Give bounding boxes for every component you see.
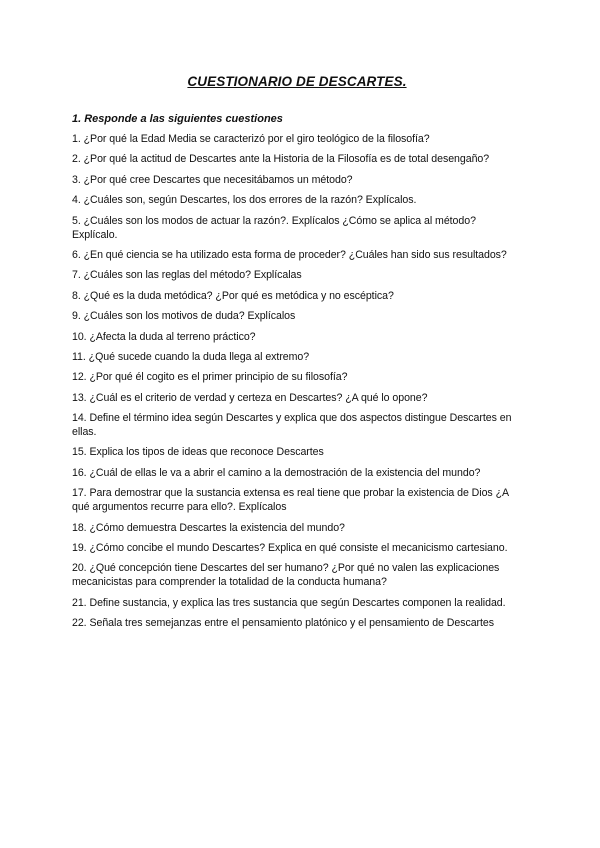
question-item: 1. ¿Por qué la Edad Media se caracterizó por el giro teológico de la filosofía? xyxy=(72,133,430,145)
document-title: CUESTIONARIO DE DESCARTES. xyxy=(187,74,407,89)
question-item: 17. Para demostrar que la sustancia extensa es real tiene que probar la existencia de Dios ¿A qué argumentos recurre para ello?. Explícalos xyxy=(72,487,509,514)
document-page xyxy=(72,74,522,637)
question-item: 6. ¿En qué ciencia se ha utilizado esta forma de proceder? ¿Cuáles han sido sus resultados? xyxy=(72,248,507,261)
question-item: 10. ¿Afecta la duda al terreno práctico? xyxy=(72,330,256,343)
question-item: 11. ¿Qué sucede cuando la duda llega al extremo? xyxy=(72,350,310,363)
question-item: 7. ¿Cuáles son las reglas del método? Explícalas xyxy=(72,269,302,282)
question-item: 9. ¿Cuáles son los motivos de duda? Explícalos xyxy=(72,310,296,323)
question-item: 13. ¿Cuál es el criterio de verdad y certeza en Descartes? ¿A qué lo opone? xyxy=(72,391,428,404)
question-item: 8. ¿Qué es la duda metódica? ¿Por qué es metódica y no escéptica? xyxy=(72,289,394,302)
question-item: 18. ¿Cómo demuestra Descartes la existencia del mundo? xyxy=(72,521,345,534)
question-item: 22. Señala tres semejanzas entre el pensamiento platónico y el pensamiento de Descartes xyxy=(72,617,495,630)
section-heading: 1. Responde a las siguientes cuestiones xyxy=(72,113,283,125)
question-item: 15. Explica los tipos de ideas que reconoce Descartes xyxy=(72,446,324,459)
question-item: 21. Define sustancia, y explica las tres sustancia que según Descartes componen la realidad. xyxy=(72,596,506,609)
question-item: 3. ¿Por qué cree Descartes que necesitábamos un método? xyxy=(72,173,353,186)
question-item: 12. ¿Por qué él cogito es el primer principio de su filosofía? xyxy=(72,371,348,384)
question-item: 20. ¿Qué concepción tiene Descartes del ser humano? ¿Por qué no valen las explicaciones mecanicistas para comprender la totalidad de la conducta humana? xyxy=(72,562,500,589)
question-item: 2. ¿Por qué la actitud de Descartes ante la Historia de la Filosofía es de total desengaño? xyxy=(72,153,490,166)
question-item: 16. ¿Cuál de ellas le va a abrir el camino a la demostración de la existencia del mundo? xyxy=(72,466,481,479)
question-item: 4. ¿Cuáles son, según Descartes, los dos errores de la razón? Explícalos. xyxy=(72,194,417,207)
question-item: 5. ¿Cuáles son los modos de actuar la razón?. Explícalos ¿Cómo se aplica al método? Explícalo. xyxy=(72,214,476,241)
question-list xyxy=(72,132,522,630)
question-item: 19. ¿Cómo concibe el mundo Descartes? Explica en qué consiste el mecanicismo cartesiano. xyxy=(72,542,508,555)
question-item: 14. Define el término idea según Descartes y explica que dos aspectos distingue Descartes en ellas. xyxy=(72,412,512,439)
